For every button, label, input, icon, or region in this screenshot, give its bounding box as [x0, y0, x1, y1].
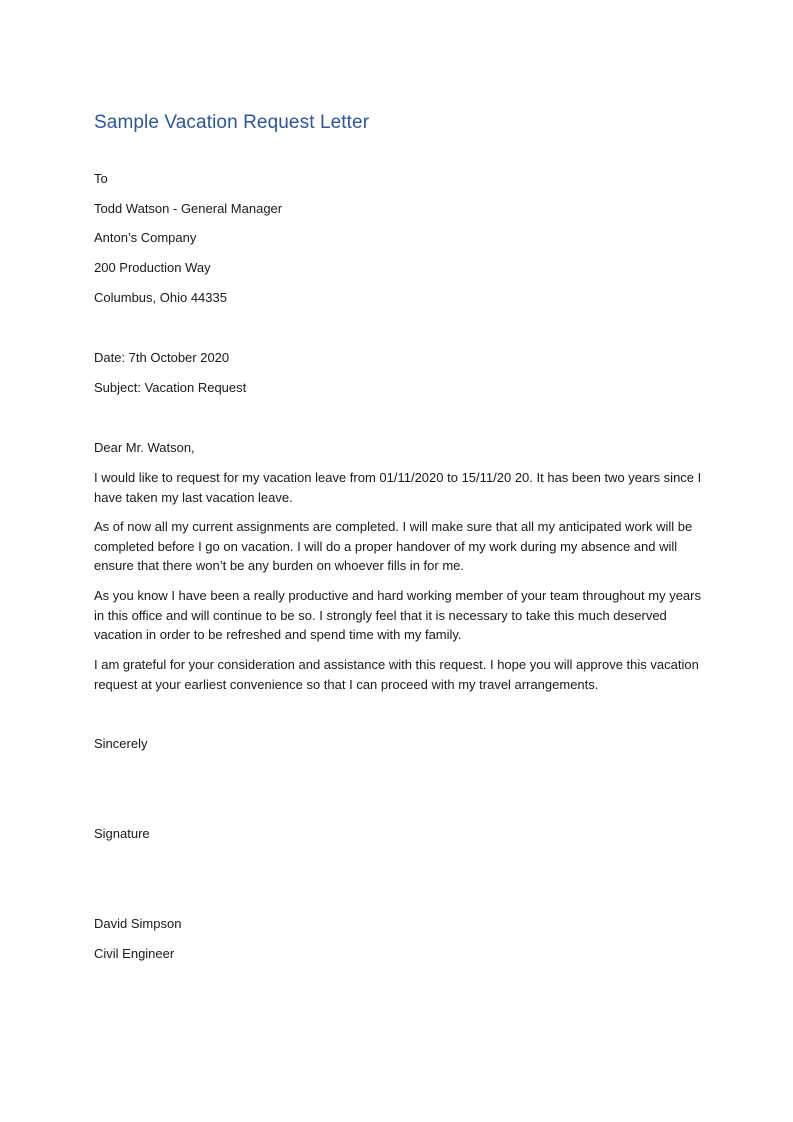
body-paragraph: As of now all my current assignments are completed. I will make sure that all my anticipated work will be completed before I go on vacation. I will do a proper handover of my work during my absence and will ensure that there won’t be any burden on whoever fills in for me. [94, 519, 693, 573]
sender-name: David Simpson [94, 916, 182, 931]
to-label: To [94, 171, 108, 186]
recipient-city: Columbus, Ohio 44335 [94, 290, 227, 305]
body-paragraph: I would like to request for my vacation leave from 01/11/2020 to 15/11/20 20. It has been two years since I have taken my last vacation leave. [94, 470, 702, 505]
body-paragraph: As you know I have been a really productive and hard working member of your team throughout my years in this office and will continue to be so. I strongly feel that it is necessary to take this much deserved vacation in order to be refreshed and spend time with my family. [94, 588, 701, 642]
letter-title: Sample Vacation Request Letter [94, 112, 370, 133]
salutation: Dear Mr. Watson, [94, 440, 195, 455]
closing: Sincerely [94, 736, 148, 751]
body-paragraph: I am grateful for your consideration and assistance with this request. I hope you will approve this vacation request at your earliest convenience so that I can proceed with my travel arrangements. [94, 657, 699, 692]
recipient-street: 200 Production Way [94, 260, 211, 275]
signature-label: Signature [94, 826, 150, 841]
sender-title: Civil Engineer [94, 946, 175, 961]
letter-subject: Subject: Vacation Request [94, 380, 247, 395]
letter-date: Date: 7th October 2020 [94, 350, 230, 365]
recipient-company: Anton’s Company [94, 230, 197, 245]
recipient-name: Todd Watson - General Manager [94, 201, 283, 216]
